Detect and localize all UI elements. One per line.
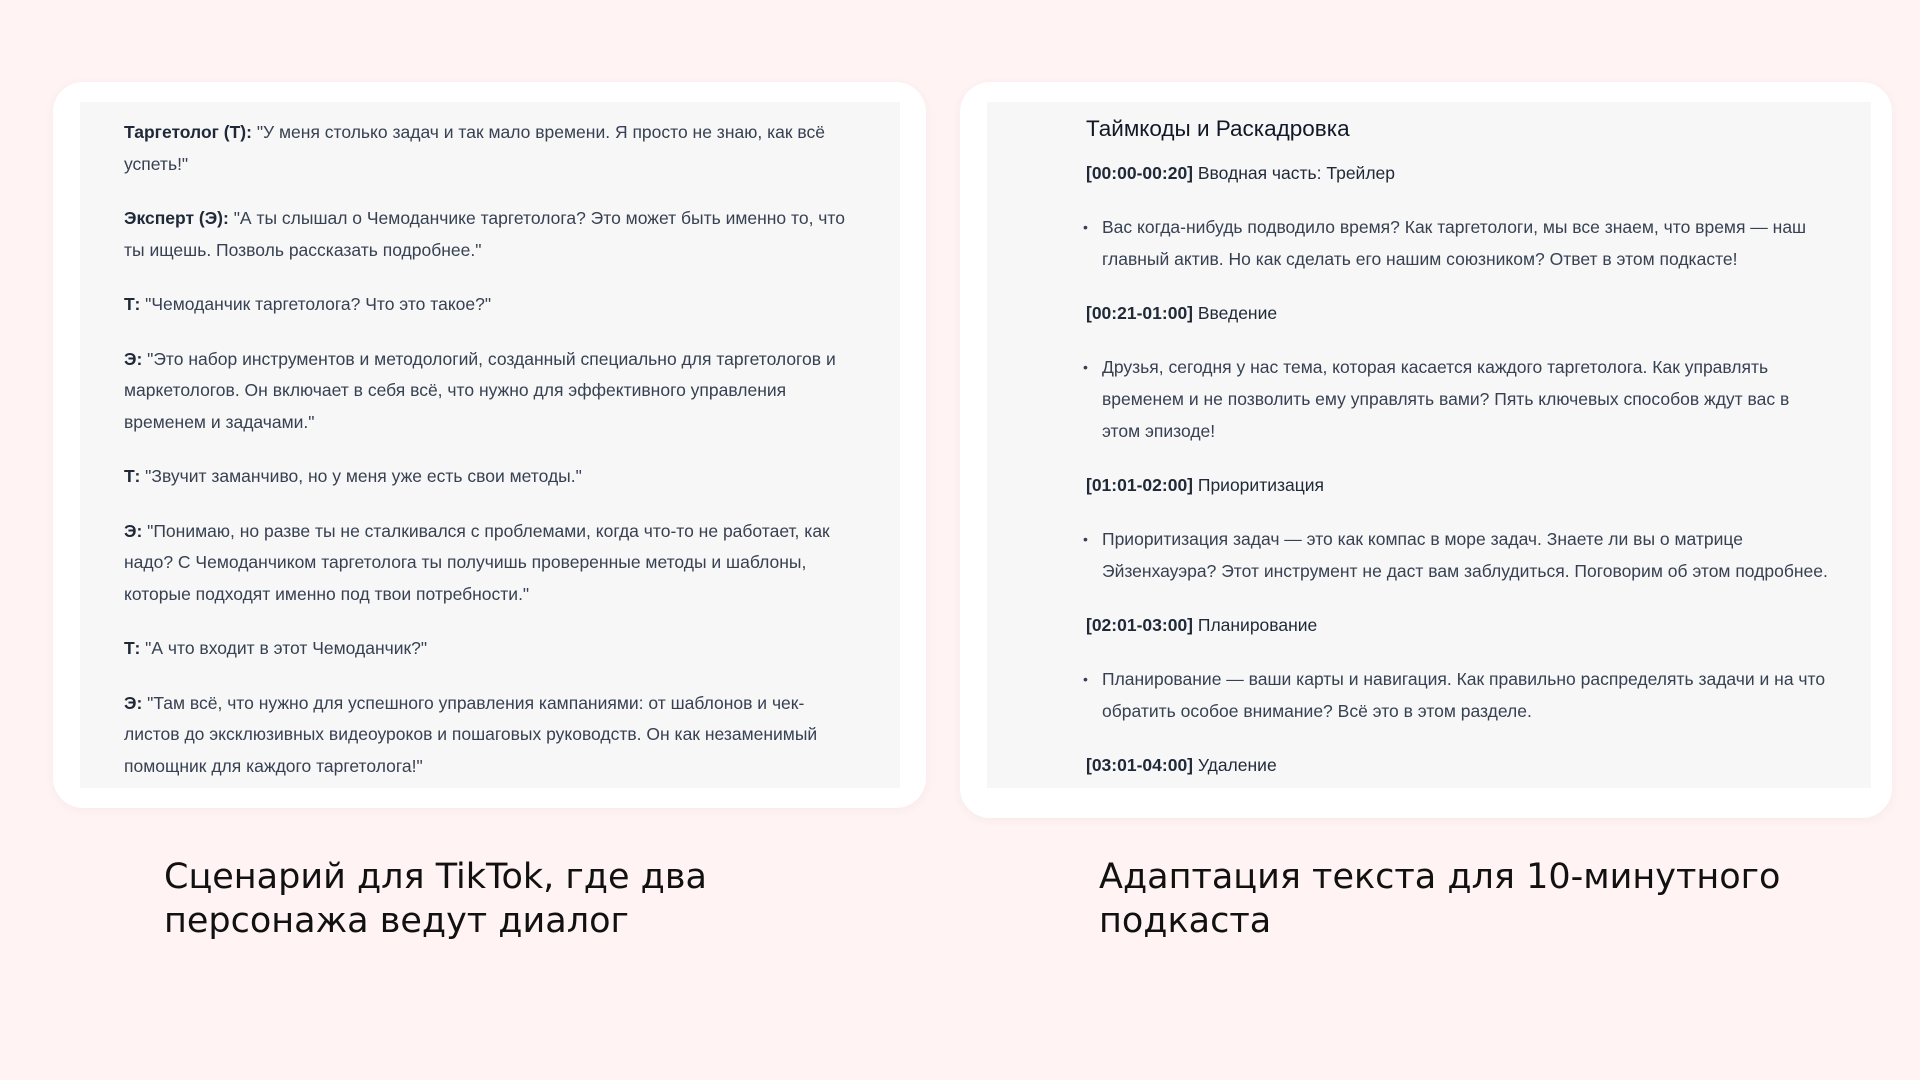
speaker-label: Э: <box>124 692 143 713</box>
dialog-text: "Чемоданчик таргетолога? Что это такое?" <box>140 294 492 314</box>
dialog-card <box>53 82 926 808</box>
dialog-text: "Там всё, что нужно для успешного управления кампаниями: от шаблонов и чек-листов до эксклюзивных видеоуроков и пошаговых руководств. Он как незаменимый помощник для каждого таргетолога!" <box>124 692 818 776</box>
dialog-line <box>124 344 850 439</box>
dialog-line <box>124 203 850 266</box>
dialog-text: "А что входит в этот Чемоданчик?" <box>140 638 428 658</box>
segment-name: Планирование <box>1193 615 1318 635</box>
dialog-line <box>124 688 850 783</box>
speaker-label: Э: <box>124 520 143 541</box>
segment-bullet <box>1083 351 1831 447</box>
speaker-label: Таргетолог (Т): <box>124 122 252 142</box>
speaker-label: Т: <box>124 294 141 314</box>
speaker-label: Э: <box>124 348 143 369</box>
segment-name: Введение <box>1193 303 1278 323</box>
dialog-line <box>124 117 850 180</box>
segment-bullet <box>1083 211 1831 275</box>
dialog-line <box>124 633 850 665</box>
segment-name: Приоритизация <box>1193 475 1325 495</box>
dialog-text: "Звучит заманчиво, но у меня уже есть свои методы." <box>140 466 582 486</box>
podcast-panel <box>987 102 1871 788</box>
segment-bullet <box>1083 663 1831 727</box>
podcast-heading: Таймкоды и Раскадровка <box>1086 116 1350 141</box>
segment-title <box>1086 157 1831 189</box>
segment-name: Вводная часть: Трейлер <box>1193 163 1396 183</box>
bullet-text: Приоритизация задач — это как компас в море задач. Знаете ли вы о матрице Эйзенхауэра? Этот инструмент не даст вам заблудиться. Поговорим об этом подробнее. <box>1102 529 1828 581</box>
timecode: [00:00-00:20] <box>1086 163 1193 183</box>
dialog-caption: Сценарий для TikTok, где два персонажа ведут диалог <box>164 857 707 941</box>
speaker-label: Эксперт (Э): <box>124 208 229 228</box>
segment-title <box>1086 609 1831 641</box>
speaker-label: Т: <box>124 638 141 658</box>
segment-title <box>1086 297 1831 329</box>
timecode: [01:01-02:00] <box>1086 475 1193 495</box>
segment-title <box>1086 749 1831 781</box>
bullet-icon: • <box>1083 531 1088 547</box>
dialog-line <box>124 289 850 321</box>
bullet-icon: • <box>1083 219 1088 235</box>
dialog-text: "У меня столько задач и так мало времени. Я просто не знаю, как всё успеть!" <box>124 122 825 174</box>
segment-name: Удаление <box>1193 755 1277 775</box>
bullet-text: Планирование — ваши карты и навигация. Как правильно распределять задачи и на что обратить особое внимание? Всё это в этом разделе. <box>1102 669 1826 721</box>
bullet-icon: • <box>1083 671 1088 687</box>
segment-title <box>1086 469 1831 501</box>
podcast-script <box>987 102 1871 781</box>
timecode: [00:21-01:00] <box>1086 303 1193 323</box>
dialog-text: "Это набор инструментов и методологий, созданный специально для таргетологов и маркетологов. Он включает в себя всё, что нужно для эффективного управления временем и задачами." <box>124 348 836 432</box>
podcast-card <box>960 82 1892 818</box>
dialog-line <box>124 461 850 493</box>
bullet-icon: • <box>1083 359 1088 375</box>
dialog-panel <box>80 102 900 788</box>
dialog-text: "А ты слышал о Чемоданчике таргетолога? Это может быть именно то, что ты ищешь. Позволь рассказать подробнее." <box>124 208 845 260</box>
timecode: [02:01-03:00] <box>1086 615 1193 635</box>
dialog-line <box>124 516 850 611</box>
podcast-caption: Адаптация текста для 10-минутного подкаста <box>1099 857 1781 941</box>
bullet-text: Друзья, сегодня у нас тема, которая касается каждого таргетолога. Как управлять временем и не позволить ему управлять вами? Пять ключевых способов ждут вас в этом эпизоде! <box>1102 357 1790 441</box>
bullet-text: Вас когда-нибудь подводило время? Как таргетологи, мы все знаем, что время — наш главный актив. Но как сделать его нашим союзником? Ответ в этом подкасте! <box>1102 217 1807 269</box>
speaker-label: Т: <box>124 466 141 486</box>
dialog-script <box>80 102 900 782</box>
timecode: [03:01-04:00] <box>1086 755 1193 775</box>
dialog-text: "Понимаю, но разве ты не сталкивался с проблемами, когда что-то не работает, как надо? С Чемоданчиком таргетолога ты получишь проверенные методы и шаблоны, которые подходят именно под твои потребности." <box>124 520 830 604</box>
segment-bullet <box>1083 523 1831 587</box>
